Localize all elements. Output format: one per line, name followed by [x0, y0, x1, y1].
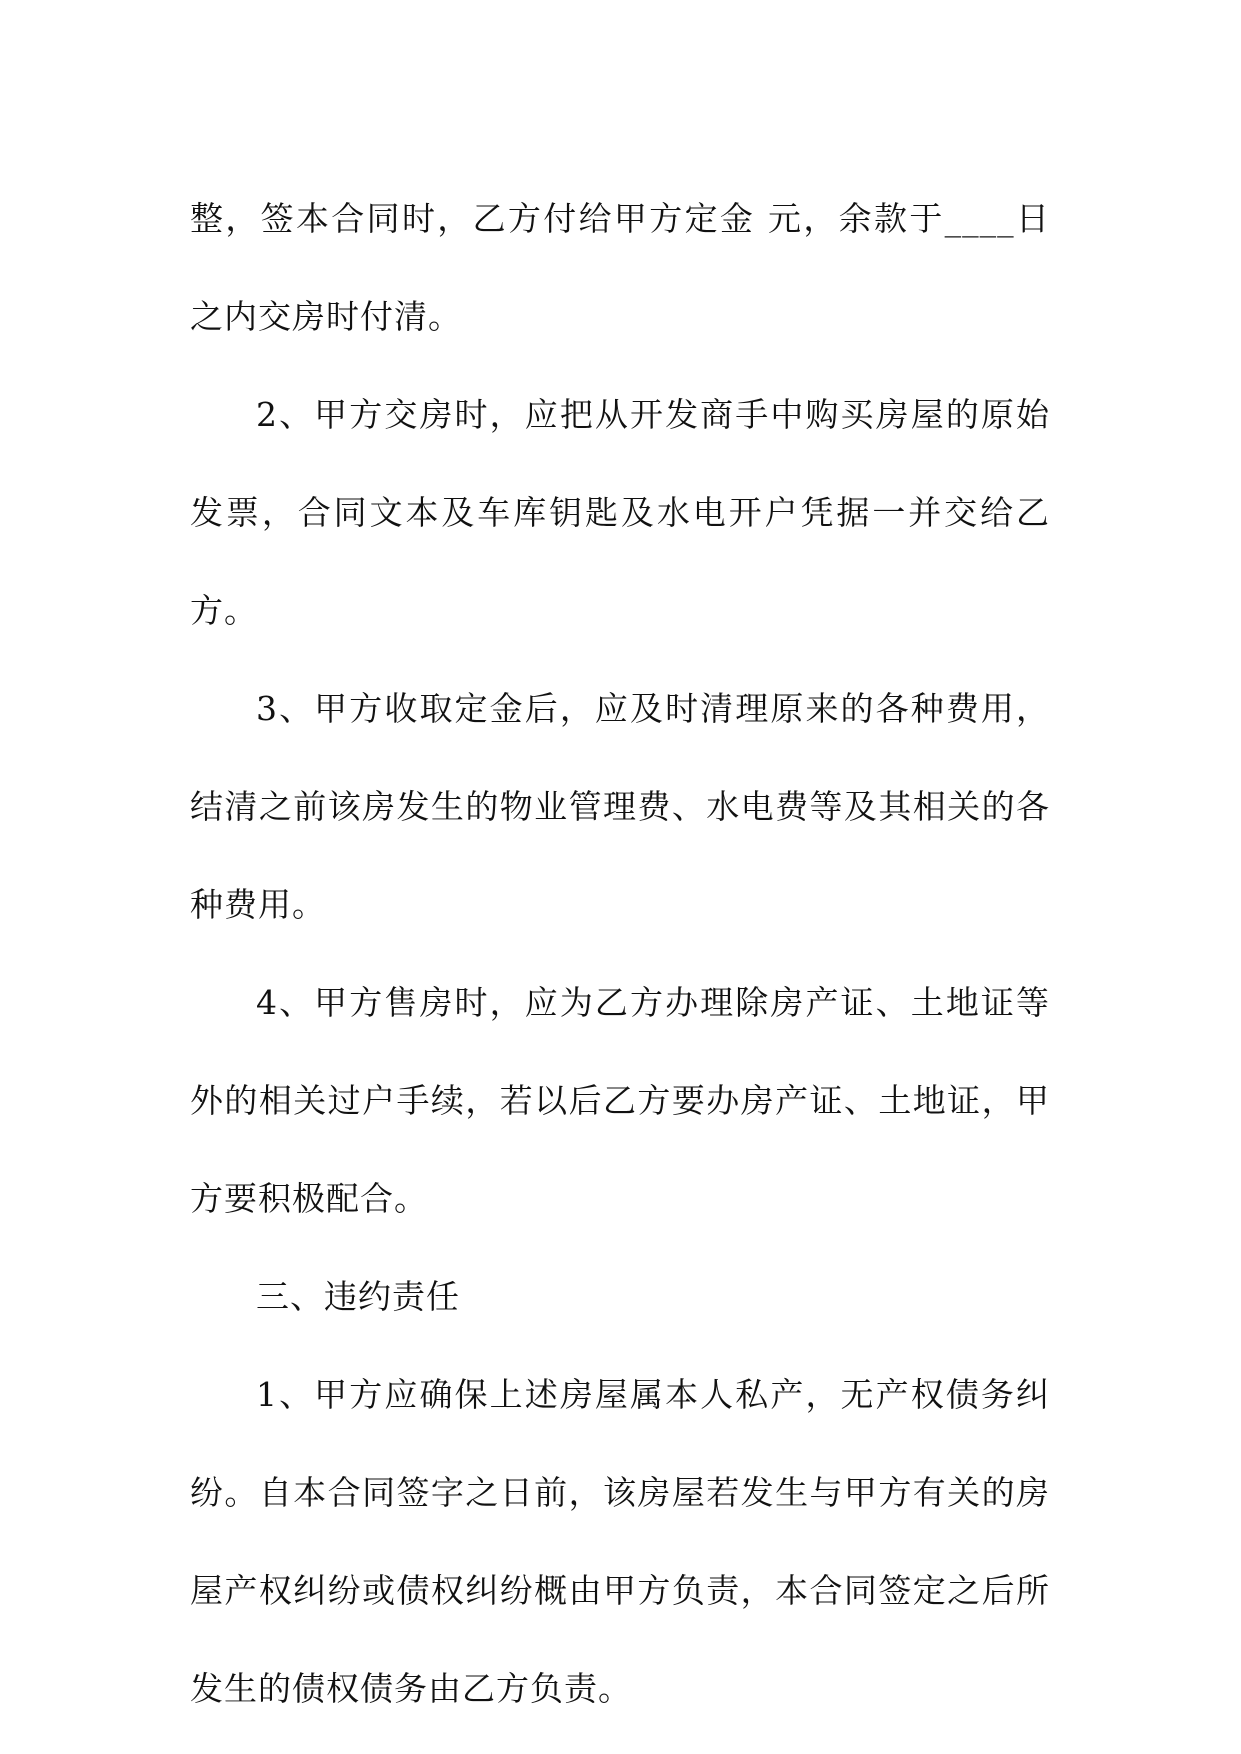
document-body [190, 170, 1050, 1738]
paragraph-clause-4: 4、甲方售房时，应为乙方办理除房产证、土地证等外的相关过户手续，若以后乙方要办房产证、土地证，甲方要积极配合。 [190, 983, 1050, 1218]
paragraph-payment-continued: 整，签本合同时，乙方付给甲方定金 元，余款于____日之内交房时付清。 [190, 199, 1050, 336]
paragraph-clause-3: 3、甲方收取定金后，应及时清理原来的各种费用，结清之前该房发生的物业管理费、水电费等及其相关的各种费用。 [190, 689, 1050, 924]
section-heading-breach-liability: 三、违约责任 [256, 1277, 460, 1316]
paragraph-clause-2: 2、甲方交房时，应把从开发商手中购买房屋的原始发票，合同文本及车库钥匙及水电开户凭据一并交给乙方。 [190, 395, 1050, 630]
paragraph-breach-clause-1: 1、甲方应确保上述房屋属本人私产，无产权债务纠纷。自本合同签字之日前，该房屋若发生与甲方有关的房屋产权纠纷或债权纠纷概由甲方负责，本合同签定之后所发生的债权债务由乙方负责。 [190, 1375, 1050, 1708]
